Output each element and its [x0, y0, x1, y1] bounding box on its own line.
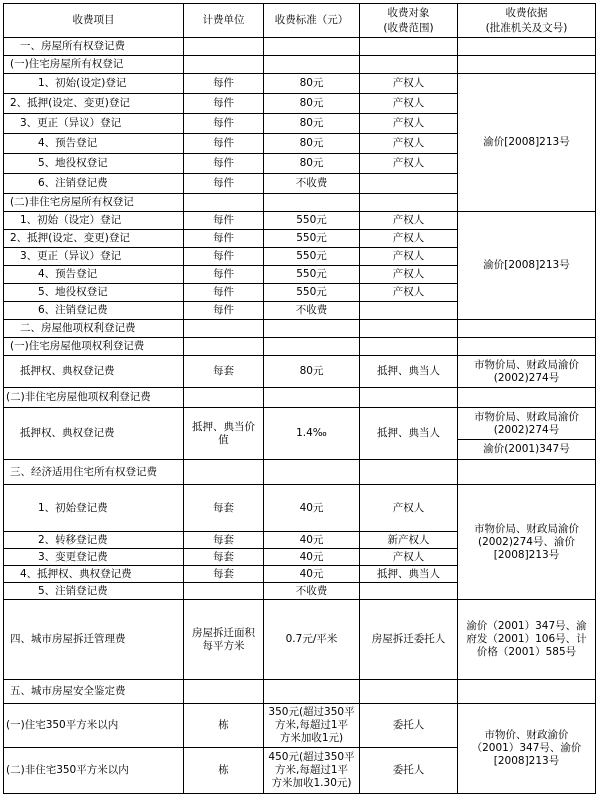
fee-standard: 550元	[264, 266, 360, 284]
fee-standard: 80元	[264, 74, 360, 94]
fee-item: 2、转移登记费	[4, 532, 184, 549]
fee-item: 3、变更登记费	[4, 549, 184, 566]
section-title: 二、房屋他项权利登记费	[4, 320, 184, 338]
fee-item: 5、地役权登记	[4, 154, 184, 174]
fee-standard: 450元(超过350平 方米,每超过1平 方米加收1.30元)	[264, 748, 360, 794]
fee-standard: 80元	[264, 94, 360, 114]
fee-standard: 80元	[264, 114, 360, 134]
header-row	[4, 4, 596, 38]
fee-item: 3、更正（异议）登记	[4, 248, 184, 266]
fee-item: 3、更正（异议）登记	[4, 114, 184, 134]
table-row	[4, 704, 596, 748]
table-row	[4, 408, 596, 440]
header-standard: 收费标准（元）	[264, 4, 360, 38]
fee-unit: 每件	[184, 134, 264, 154]
fee-object	[360, 174, 458, 194]
fee-unit: 每件	[184, 114, 264, 134]
fee-object: 新产权人	[360, 532, 458, 549]
section-title-row	[4, 460, 596, 485]
fee-basis: 渝价(2001)347号	[458, 440, 596, 460]
fee-standard: 不收费	[264, 302, 360, 320]
fee-unit: 每套	[184, 356, 264, 388]
fee-standard: 550元	[264, 230, 360, 248]
fee-standard: 不收费	[264, 583, 360, 600]
fee-unit: 每套	[184, 566, 264, 583]
section-title-row	[4, 320, 596, 338]
fee-table	[3, 3, 596, 794]
fee-unit: 每件	[184, 212, 264, 230]
fee-unit: 栋	[184, 748, 264, 794]
fee-unit: 每套	[184, 532, 264, 549]
fee-object: 产权人	[360, 549, 458, 566]
table-row	[4, 212, 596, 230]
fee-item: 5、地役权登记	[4, 284, 184, 302]
subsection-title: (一)住宅房屋所有权登记	[4, 56, 184, 74]
fee-object: 委托人	[360, 748, 458, 794]
fee-unit: 每套	[184, 549, 264, 566]
section-title: 五、城市房屋安全鉴定费	[4, 680, 184, 704]
fee-object: 抵押、典当人	[360, 408, 458, 460]
fee-standard: 1.4‰	[264, 408, 360, 460]
fee-item: 4、抵押权、典权登记费	[4, 566, 184, 583]
fee-object: 产权人	[360, 485, 458, 532]
fee-basis: 市物价、财政渝价 （2001）347号、渝价 [2008]213号	[458, 704, 596, 794]
header-unit: 计费单位	[184, 4, 264, 38]
subsection-title-row	[4, 338, 596, 356]
fee-unit: 每件	[184, 302, 264, 320]
fee-object	[360, 583, 458, 600]
header-basis: 收费依据 (批准机关及文号)	[458, 4, 596, 38]
fee-standard: 0.7元/平米	[264, 600, 360, 680]
table-row	[4, 600, 596, 680]
fee-basis: 市物价局、财政局渝价 (2002)274号	[458, 356, 596, 388]
header-object: 收费对象 (收费范围)	[360, 4, 458, 38]
fee-object: 产权人	[360, 284, 458, 302]
fee-standard: 550元	[264, 212, 360, 230]
fee-unit: 每件	[184, 230, 264, 248]
fee-standard: 550元	[264, 248, 360, 266]
fee-object: 产权人	[360, 248, 458, 266]
fee-unit: 抵押、典当价 值	[184, 408, 264, 460]
fee-basis: 渝价（2001）347号、渝 府发（2001）106号、计 价格（2001）585号	[458, 600, 596, 680]
subsection-title-row	[4, 388, 596, 408]
fee-unit: 每件	[184, 74, 264, 94]
fee-item: 4、预告登记	[4, 266, 184, 284]
fee-unit: 栋	[184, 704, 264, 748]
fee-standard: 不收费	[264, 174, 360, 194]
fee-standard: 80元	[264, 154, 360, 174]
fee-unit	[184, 583, 264, 600]
fee-object: 产权人	[360, 74, 458, 94]
fee-item: 1、初始(设定)登记	[4, 74, 184, 94]
fee-unit: 房屋拆迁面积 每平方米	[184, 600, 264, 680]
subsection-title: (二)非住宅房屋所有权登记	[4, 194, 184, 212]
fee-object: 产权人	[360, 134, 458, 154]
fee-unit: 每件	[184, 248, 264, 266]
fee-item: 5、注销登记费	[4, 583, 184, 600]
fee-basis: 市物价局、财政局渝价 (2002)274号、渝价 [2008]213号	[458, 485, 596, 600]
fee-standard: 80元	[264, 134, 360, 154]
fee-object: 抵押、典当人	[360, 356, 458, 388]
fee-standard: 350元(超过350平 方米,每超过1平 方米加收1元)	[264, 704, 360, 748]
fee-object: 抵押、典当人	[360, 566, 458, 583]
section-title: 三、经济适用住宅所有权登记费	[4, 460, 184, 485]
section-title-row	[4, 38, 596, 56]
fee-unit: 每件	[184, 266, 264, 284]
fee-item: 6、注销登记费	[4, 302, 184, 320]
table-row	[4, 356, 596, 388]
fee-basis: 渝价[2008]213号	[458, 74, 596, 212]
fee-standard: 40元	[264, 485, 360, 532]
fee-object	[360, 302, 458, 320]
fee-object: 产权人	[360, 114, 458, 134]
fee-item: 抵押权、典权登记费	[4, 408, 184, 460]
fee-item: 2、抵押(设定、变更)登记	[4, 230, 184, 248]
fee-object: 委托人	[360, 704, 458, 748]
fee-item: 1、初始（设定）登记	[4, 212, 184, 230]
fee-unit: 每件	[184, 94, 264, 114]
fee-item: (一)住宅350平方米以内	[4, 704, 184, 748]
fee-unit: 每件	[184, 154, 264, 174]
section-title-row	[4, 680, 596, 704]
fee-object: 产权人	[360, 154, 458, 174]
fee-item: 抵押权、典权登记费	[4, 356, 184, 388]
fee-basis: 渝价[2008]213号	[458, 212, 596, 320]
fee-item: 2、抵押(设定、变更)登记	[4, 94, 184, 114]
fee-standard: 40元	[264, 532, 360, 549]
fee-standard: 80元	[264, 356, 360, 388]
fee-object: 产权人	[360, 266, 458, 284]
fee-object: 房屋拆迁委托人	[360, 600, 458, 680]
section-title: 一、房屋所有权登记费	[4, 38, 184, 56]
table-row	[4, 74, 596, 94]
fee-standard: 40元	[264, 549, 360, 566]
fee-basis: 市物价局、财政局渝价 (2002)274号	[458, 408, 596, 440]
subsection-title: (二)非住宅房屋他项权利登记费	[4, 388, 184, 408]
fee-item: (二)非住宅350平方米以内	[4, 748, 184, 794]
subsection-title-row	[4, 56, 596, 74]
header-item: 收费项目	[4, 4, 184, 38]
fee-object: 产权人	[360, 230, 458, 248]
fee-object: 产权人	[360, 94, 458, 114]
fee-unit: 每套	[184, 485, 264, 532]
table-row	[4, 485, 596, 532]
fee-object: 产权人	[360, 212, 458, 230]
fee-item: 4、预告登记	[4, 134, 184, 154]
fee-standard: 550元	[264, 284, 360, 302]
fee-item: 6、注销登记费	[4, 174, 184, 194]
fee-item: 四、城市房屋拆迁管理费	[4, 600, 184, 680]
subsection-title: (一)住宅房屋他项权利登记费	[4, 338, 184, 356]
fee-item: 1、初始登记费	[4, 485, 184, 532]
fee-unit: 每件	[184, 284, 264, 302]
fee-unit: 每件	[184, 174, 264, 194]
fee-standard: 40元	[264, 566, 360, 583]
